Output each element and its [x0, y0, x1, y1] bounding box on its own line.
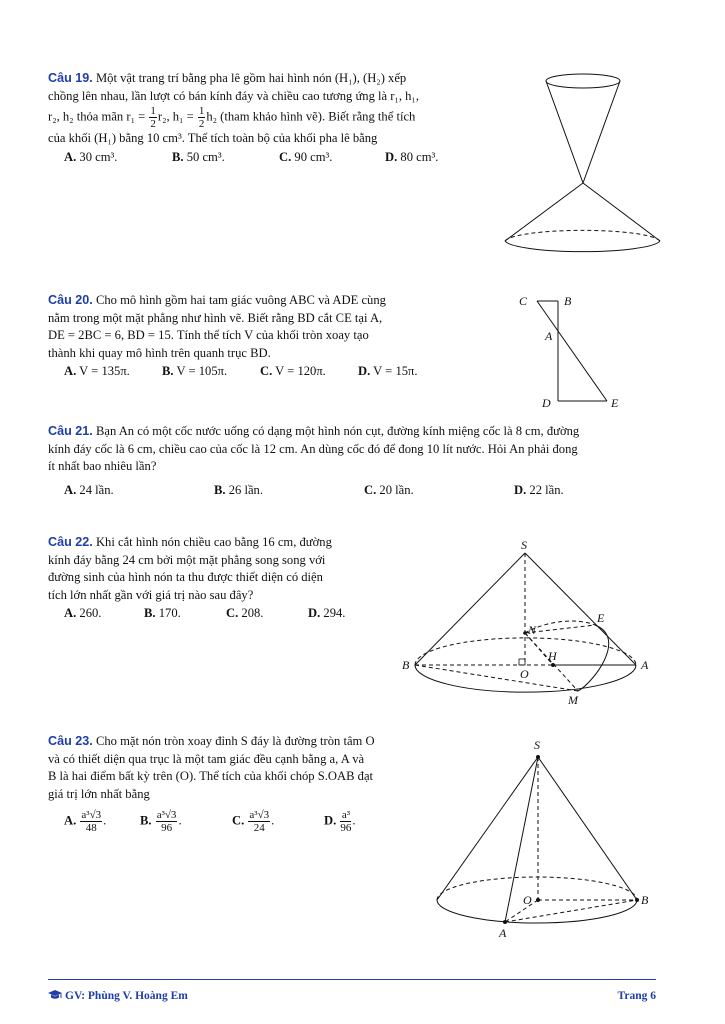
question-22-line3: đường sinh của hình nón ta thu được thiết diện có diện	[48, 570, 323, 585]
label-C: C	[519, 294, 528, 308]
cone-base-back	[437, 877, 637, 900]
option-a[interactable]: A. 30 cm³.	[64, 149, 118, 164]
question-20-line4: thành khi quay mô hình trên quanh trục BD.	[48, 345, 271, 360]
option-a[interactable]: A. $\frac{\text{a³√3}}{48}$ .	[64, 809, 107, 835]
label-B: B	[564, 294, 572, 308]
question-22-line2: kính đáy bằng 24 cm bởi một mặt phẳng song song với	[48, 552, 326, 567]
page-number: Trang 6	[617, 990, 656, 1002]
label-O: O	[523, 893, 532, 907]
question-19-line3: r₂, h₂ thỏa mãn r₁ = $\frac{1}{2}$ r₂, h₁ = $\frac{1}{2}$ h₂ (tham khảo hình vẽ). Biết rằng thể tích	[48, 105, 416, 131]
question-22-line4: tích lớn nhất gần với giá trị nào sau đây?	[48, 587, 254, 602]
question-22-options	[48, 605, 382, 623]
option-c[interactable]: C. 20 lần.	[364, 482, 414, 497]
question-22-label: Câu 22.	[48, 535, 93, 549]
label-A: A	[641, 658, 649, 672]
option-d[interactable]: D. 294.	[308, 606, 346, 621]
bottom-cone-base-front	[505, 241, 660, 252]
option-b[interactable]: B. 50 cm³.	[172, 149, 225, 164]
question-20-line3: DE = 2BC = 6, BD = 15. Tính thể tích V của khối tròn xoay tạo	[48, 328, 369, 343]
label-B: B	[641, 893, 649, 907]
label-O: O	[520, 667, 529, 681]
option-b[interactable]: B. V = 105π.	[162, 364, 228, 379]
option-c[interactable]: C. $\frac{\text{a³√3}}{24}$ .	[232, 809, 275, 835]
question-19-options	[48, 149, 490, 167]
parabola-section	[578, 625, 609, 691]
label-M: M	[568, 693, 578, 707]
question-23-line4: giá trị lớn nhất bằng	[48, 786, 150, 801]
question-20-line1: Câu 20. Cho mô hình gồm hai tam giác vuông ABC và ADE cùng	[48, 293, 386, 307]
footer-divider	[48, 979, 656, 980]
question-20-label: Câu 20.	[48, 293, 93, 307]
label-E: E	[597, 611, 605, 625]
label-D: D	[542, 396, 551, 410]
top-cone-base	[546, 74, 620, 88]
option-d[interactable]: D. 80 cm³.	[385, 149, 439, 164]
label-S: S	[534, 738, 540, 752]
question-21-line2: kính đáy cốc là 6 cm, chiều cao của cốc là 12 cm. An dùng cốc đó để đong 10 lít nước. Hỏi An phải đong	[48, 441, 578, 456]
label-A: A	[499, 926, 507, 940]
option-c[interactable]: C. 208.	[226, 606, 264, 621]
option-d[interactable]: D. 22 lần.	[514, 482, 564, 497]
question-20-options	[48, 363, 450, 381]
cone-base-front	[437, 900, 637, 923]
option-c[interactable]: C. 90 cm³.	[279, 149, 333, 164]
cone-cross-section-figure	[398, 538, 656, 710]
question-22-line1: Câu 22. Khi cắt hình nón chiều cao bằng 16 cm, đường	[48, 535, 332, 549]
double-cone-figure	[498, 65, 668, 265]
fraction-half-1: $\frac{1}{2}$	[150, 105, 156, 131]
question-22	[48, 534, 382, 623]
question-23-line2: và có thiết diện qua trục là một tam giác đều cạnh bằng a, A và	[48, 751, 365, 766]
option-a[interactable]: A. V = 135π.	[64, 364, 130, 379]
label-N: N	[528, 623, 537, 637]
option-d[interactable]: D. $\frac{\text{a³}}{96}$ .	[324, 809, 356, 835]
label-S: S	[521, 538, 527, 552]
label-A: A	[545, 329, 553, 343]
question-23-line1: Câu 23. Cho mặt nón tròn xoay đỉnh S đáy là đường tròn tâm O	[48, 734, 375, 748]
question-19-label: Câu 19.	[48, 71, 93, 85]
question-21	[48, 423, 656, 499]
question-21-line1: Câu 21. Bạn An có một cốc nước uống có dạng một hình nón cụt, đường kính miệng cốc là 8 cm, đường	[48, 424, 580, 438]
label-H: H	[548, 649, 557, 663]
bottom-cone-base-back	[505, 230, 660, 241]
label-E: E	[611, 396, 619, 410]
question-23-line3: B là hai điểm bất kỳ trên (O). Thể tích của khối chóp S.OAB đạt	[48, 769, 374, 784]
question-19-line2: chồng lên nhau, lần lượt có bán kính đáy và chiều cao tương ứng là r₁, h₁,	[48, 88, 419, 103]
graduation-cap-icon	[48, 990, 62, 1000]
question-20-line2: nằm trong một mặt phẳng như hình vẽ. Biết rằng BD cắt CE tại A,	[48, 310, 383, 325]
option-a[interactable]: A. 24 lần.	[64, 482, 114, 497]
question-23	[48, 733, 428, 834]
question-23-options	[48, 809, 428, 834]
question-19	[48, 70, 490, 166]
question-20	[48, 292, 450, 381]
option-c[interactable]: C. V = 120π.	[260, 364, 326, 379]
option-b[interactable]: B. $\frac{\text{a³√3}}{96}$ .	[140, 809, 182, 835]
question-21-line3: ít nhất bao nhiêu lần?	[48, 459, 157, 474]
label-B: B	[402, 658, 410, 672]
footer-author: GV: Phùng V. Hoàng Em	[48, 990, 188, 1002]
question-19-line1: Câu 19. Một vật trang trí bằng pha lê gồm hai hình nón (H₁), (H₂) xếp	[48, 71, 407, 85]
option-b[interactable]: B. 170.	[144, 606, 181, 621]
option-b[interactable]: B. 26 lần.	[214, 482, 263, 497]
question-21-label: Câu 21.	[48, 424, 93, 438]
question-23-label: Câu 23.	[48, 734, 93, 748]
fraction-half-2: $\frac{1}{2}$	[198, 105, 205, 131]
option-d[interactable]: D. V = 15π.	[358, 364, 418, 379]
two-right-triangles-figure	[510, 290, 640, 414]
cone-pyramid-figure	[432, 735, 656, 945]
option-a[interactable]: A. 260.	[64, 606, 102, 621]
question-19-line4: của khối (H₁) bằng 10 cm³. Thể tích toàn bộ của khối pha lê bằng	[48, 131, 378, 146]
question-21-options	[48, 482, 656, 500]
